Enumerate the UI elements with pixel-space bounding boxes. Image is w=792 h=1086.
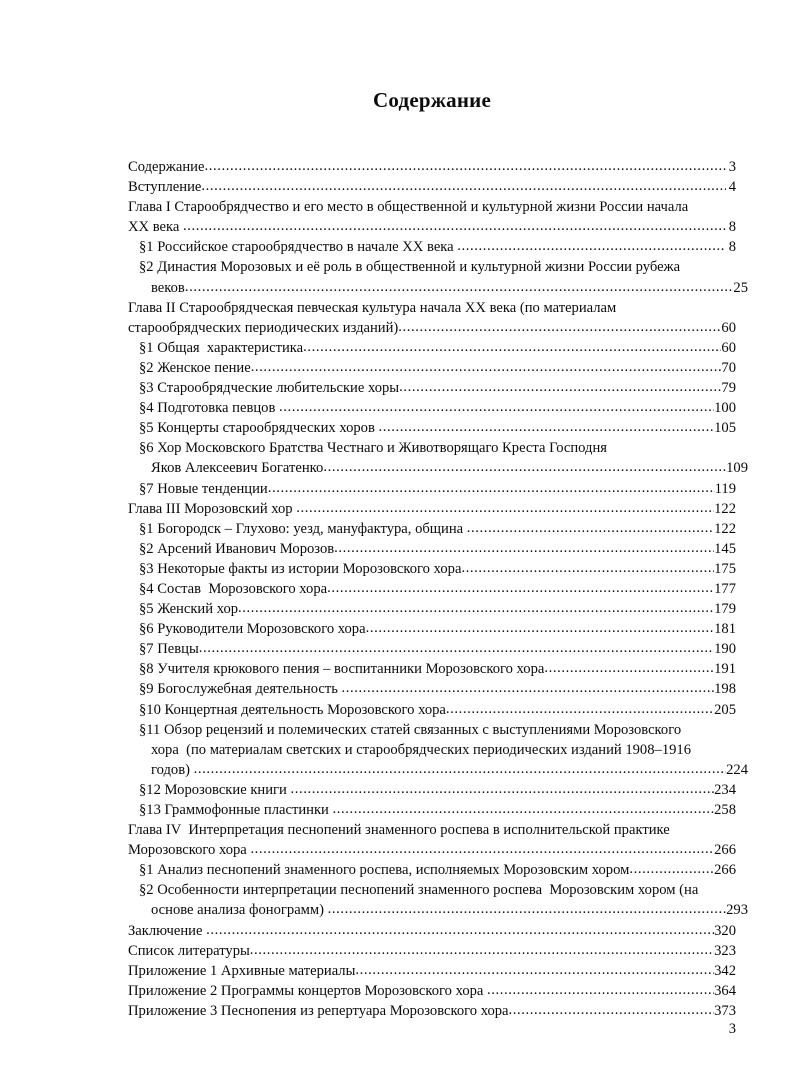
toc-page-number: 122 (714, 500, 736, 517)
toc-entry[interactable] (128, 539, 736, 559)
toc-page-number: 205 (714, 701, 736, 718)
toc-page-number: 258 (714, 802, 736, 818)
toc-entry-line-with-leader (128, 499, 736, 519)
toc-page-number: 266 (714, 862, 736, 879)
toc-page-number: 224 (726, 761, 748, 778)
dot-leader (250, 941, 714, 960)
dot-leader (366, 619, 715, 638)
toc-entry-text: Заключение (128, 922, 207, 939)
toc-entry-text: веков (151, 279, 185, 296)
toc-page-number: 320 (714, 922, 736, 939)
toc-entry-text: Глава II Старообрядческая певческая культура начала XX века (по материалам (128, 299, 617, 316)
dot-leader (328, 900, 726, 919)
toc-entry-line-with-leader (139, 418, 736, 438)
toc-entry-line-with-leader (128, 1001, 736, 1021)
toc-entry-line-with-leader (139, 559, 736, 579)
toc-entry[interactable] (128, 197, 736, 237)
dot-leader (268, 479, 715, 498)
toc-entry-line-with-leader (139, 700, 736, 720)
toc-entry-text: хора (по материалам светских и старообрядческих периодических изданий 1908–1916 (151, 741, 692, 758)
toc-entry-text: §5 Концерты старообрядческих хоров (139, 420, 379, 437)
toc-entry-text: старообрядческих периодических изданий) (128, 319, 399, 336)
dot-leader (487, 981, 714, 1000)
toc-entry-line-with-leader (139, 378, 736, 398)
toc-page-number: 266 (714, 842, 736, 859)
dot-leader (544, 659, 714, 678)
toc-page-number: 100 (714, 400, 736, 417)
toc-entry[interactable] (128, 659, 736, 679)
dot-leader (250, 840, 714, 859)
toc-entry[interactable] (128, 499, 736, 519)
toc-entry-text: §2 Женское пение (139, 359, 251, 376)
toc-entry[interactable] (128, 981, 736, 1001)
toc-entry-line-with-leader (139, 619, 736, 639)
toc-entry-text: Глава IV Интерпретация песнопений знаменного роспева в исполнительской практике (128, 822, 670, 839)
toc-entry-line-with-leader (139, 458, 748, 478)
dot-leader (185, 278, 734, 297)
toc-entry-text: §7 Певцы (139, 641, 199, 658)
toc-entry-line-with-leader (139, 519, 736, 539)
toc-entry[interactable] (128, 338, 736, 358)
dot-leader (457, 237, 725, 256)
toc-entry[interactable] (128, 298, 736, 338)
toc-entry-text: Содержание (128, 159, 205, 175)
toc-page-number: 3 (728, 159, 736, 175)
dot-leader (323, 458, 726, 477)
dot-leader (183, 217, 726, 236)
toc-entry-text: годов) (151, 761, 194, 778)
toc-entry-line-with-leader (139, 860, 736, 880)
dot-leader (290, 780, 714, 799)
toc-entry-text: §3 Старообрядческие любительские хоры (139, 380, 400, 397)
dot-leader (199, 639, 714, 658)
dot-leader (398, 318, 721, 337)
dot-leader (355, 961, 714, 980)
toc-entry-text: Приложение 3 Песнопения из репертуара Морозовского хора (128, 1002, 509, 1019)
toc-page-number: 198 (714, 681, 736, 698)
toc-page-number: 70 (721, 359, 736, 376)
dot-leader (461, 559, 714, 578)
dot-leader (251, 358, 722, 377)
toc-entry[interactable] (128, 860, 736, 880)
toc-entry-text: §1 Богородск – Глухово: уезд, мануфактура, община (139, 520, 467, 537)
toc-entry[interactable] (128, 599, 736, 619)
toc-entry-text: §6 Хор Московского Братства Честнаго и Животворящаго Креста Господня (139, 440, 607, 457)
toc-entry-text: §2 Арсений Иванович Морозов (139, 540, 335, 557)
toc-entry-line-with-leader (139, 398, 736, 418)
toc-entry-line-with-leader (139, 800, 736, 820)
toc-entry-line-with-leader (139, 278, 748, 298)
toc-entry[interactable] (128, 1001, 736, 1021)
toc-entry-line-with-leader (128, 941, 736, 961)
toc-page-number: 60 (721, 339, 736, 356)
toc-entry-line (139, 740, 748, 760)
toc-entry[interactable] (128, 961, 736, 981)
toc-entry-text: §2 Династия Морозовых и её роль в общественной и культурной жизни России рубежа (139, 259, 681, 276)
dot-leader (296, 499, 714, 518)
toc-entry[interactable] (128, 780, 736, 800)
dot-leader (379, 418, 715, 437)
toc-entry[interactable] (128, 720, 748, 780)
toc-entry-line (128, 298, 736, 318)
toc-page-number: 109 (726, 460, 748, 477)
toc-entry-text: §1 Общая характеристика (139, 339, 304, 356)
toc-page-number: 323 (714, 942, 736, 959)
toc-page-number: 145 (714, 540, 736, 557)
toc-entry[interactable] (128, 820, 736, 860)
dot-leader (279, 398, 714, 417)
toc-entry-text: §2 Особенности интерпретации песнопений знаменного роспева Морозовским хором (на (139, 882, 699, 899)
toc-page-number: 25 (733, 279, 748, 296)
toc-entry-text: §12 Морозовские книги (139, 781, 291, 798)
toc-page-number: 364 (714, 982, 736, 999)
toc-entry[interactable] (128, 639, 736, 659)
toc-page-number: 60 (721, 319, 736, 336)
dot-leader (629, 860, 714, 879)
toc-entry-text: §6 Руководители Морозовского хора (139, 621, 366, 638)
toc-entry-line-with-leader (139, 479, 736, 499)
toc-entry-text: §9 Богослужебная деятельность (139, 681, 342, 698)
dot-leader (201, 177, 725, 196)
footer-page-number: 3 (728, 1021, 736, 1037)
dot-leader (446, 700, 714, 719)
page-title: Содержание (373, 88, 491, 112)
toc-entry[interactable] (128, 679, 736, 699)
toc-entry-line-with-leader (139, 659, 736, 679)
toc-page-number: 119 (714, 480, 736, 497)
toc-entry-text: §4 Состав Морозовского хора (139, 580, 328, 597)
dot-leader (238, 599, 714, 618)
toc-entry[interactable] (128, 619, 736, 639)
toc-entry-line-with-leader (139, 679, 736, 699)
toc-entry-text: Морозовского хора (128, 842, 251, 859)
toc-entry-line (139, 438, 736, 458)
toc-entry-text: Приложение 2 Программы концертов Морозовского хора (128, 982, 488, 999)
toc-entry-line-with-leader (139, 639, 736, 659)
toc-page-number: 342 (714, 962, 736, 979)
toc-entry-text: XX века (128, 219, 184, 236)
toc-page-number: 373 (714, 1002, 736, 1019)
dot-leader (206, 921, 714, 940)
toc-entry-line-with-leader (139, 579, 736, 599)
toc-entry-line-with-leader (128, 921, 736, 941)
toc-page-number: 122 (714, 520, 736, 537)
toc-entry-text: §10 Концертная деятельность Морозовского хора (139, 701, 446, 718)
toc-entry[interactable] (128, 257, 748, 297)
toc-entry-line-with-leader (139, 780, 736, 800)
dot-leader (194, 760, 726, 779)
toc-entry-line (128, 820, 736, 840)
dot-leader (327, 579, 714, 598)
table-of-contents (128, 157, 748, 1021)
toc-entry[interactable] (128, 579, 736, 599)
toc-entry-line-with-leader (128, 217, 736, 237)
toc-entry[interactable] (128, 418, 736, 438)
toc-page-number: 293 (726, 902, 748, 919)
toc-entry[interactable] (128, 438, 748, 478)
toc-entry[interactable] (128, 358, 736, 378)
toc-entry[interactable] (128, 519, 736, 539)
toc-entry-line (139, 257, 736, 277)
toc-page-number: 181 (714, 621, 736, 638)
toc-entry[interactable] (128, 378, 736, 398)
dot-leader (509, 1001, 715, 1020)
toc-entry[interactable] (128, 921, 736, 941)
toc-entry-text: §5 Женский хор (139, 601, 239, 618)
dot-leader (342, 679, 715, 698)
toc-entry[interactable] (128, 559, 736, 579)
toc-entry-text: §8 Учителя крюкового пения – воспитанники Морозовского хора (139, 661, 545, 678)
dot-leader (333, 800, 715, 819)
toc-entry[interactable] (128, 479, 736, 499)
toc-entry-text: §11 Обзор рецензий и полемических статей связанных с выступлениями Морозовского (139, 721, 682, 738)
toc-entry-text: Глава I Старообрядчество и его место в общественной и культурной жизни России начала (128, 199, 689, 216)
toc-page-number: 8 (728, 219, 736, 236)
toc-entry-text: §7 Новые тенденции (139, 480, 268, 497)
toc-entry[interactable] (128, 880, 748, 920)
toc-entry-text: §1 Анализ песнопений знаменного роспева, исполняемых Морозовским хором (139, 862, 630, 879)
toc-entry-line-with-leader (128, 157, 736, 177)
toc-entry-text: Глава III Морозовский хор (128, 500, 297, 517)
page-content (128, 88, 748, 1021)
toc-entry[interactable] (128, 941, 736, 961)
dot-leader (303, 338, 721, 357)
toc-entry-line-with-leader (139, 358, 736, 378)
toc-entry-line (128, 197, 736, 217)
toc-entry-text: Список литературы (128, 942, 250, 959)
toc-entry-line-with-leader (139, 760, 748, 780)
toc-entry-line-with-leader (128, 981, 736, 1001)
toc-entry[interactable] (128, 177, 736, 197)
toc-entry-line (139, 880, 736, 900)
toc-page-number: 175 (714, 560, 736, 577)
toc-page-number: 190 (714, 641, 736, 658)
toc-page-number: 4 (728, 179, 736, 196)
toc-page-number: 234 (714, 781, 736, 798)
toc-entry-text: Яков Алексеевич Богатенко (151, 460, 324, 477)
toc-entry-line-with-leader (139, 900, 748, 920)
toc-page-number: 79 (721, 380, 736, 397)
toc-entry-line-with-leader (128, 961, 736, 981)
toc-page-number: 177 (714, 580, 736, 597)
toc-page-number: 179 (714, 601, 736, 618)
toc-entry-line-with-leader (128, 318, 736, 338)
toc-entry-line-with-leader (139, 539, 736, 559)
toc-entry-line (139, 720, 736, 740)
toc-entry[interactable] (128, 800, 736, 820)
toc-entry[interactable] (128, 237, 736, 257)
toc-entry-text: Приложение 1 Архивные материалы (128, 962, 356, 979)
dot-leader (334, 539, 714, 558)
toc-page-number: 8 (728, 239, 736, 256)
toc-page-number: 191 (714, 661, 736, 678)
toc-entry-text: §1 Российское старообрядчество в начале XX века (139, 239, 458, 256)
toc-entry-line-with-leader (139, 237, 736, 257)
toc-entry-text: §3 Некоторые факты из истории Морозовского хора (139, 560, 462, 577)
dot-leader (204, 157, 725, 176)
toc-entry-line-with-leader (139, 338, 736, 358)
toc-entry[interactable] (128, 700, 736, 720)
toc-entry-line-with-leader (128, 177, 736, 197)
dot-leader (399, 378, 721, 397)
toc-entry-text: основе анализа фонограмм) (151, 902, 328, 919)
toc-page-number: 105 (714, 420, 736, 437)
toc-entry-text: §4 Подготовка певцов (139, 400, 280, 417)
toc-entry[interactable] (128, 398, 736, 418)
toc-entry-text: Вступление (128, 179, 202, 196)
toc-entry-line-with-leader (139, 599, 736, 619)
toc-entry[interactable] (128, 157, 736, 177)
dot-leader (467, 519, 714, 538)
toc-entry-text: §13 Граммофонные пластинки (139, 802, 333, 818)
toc-entry-line-with-leader (128, 840, 736, 860)
